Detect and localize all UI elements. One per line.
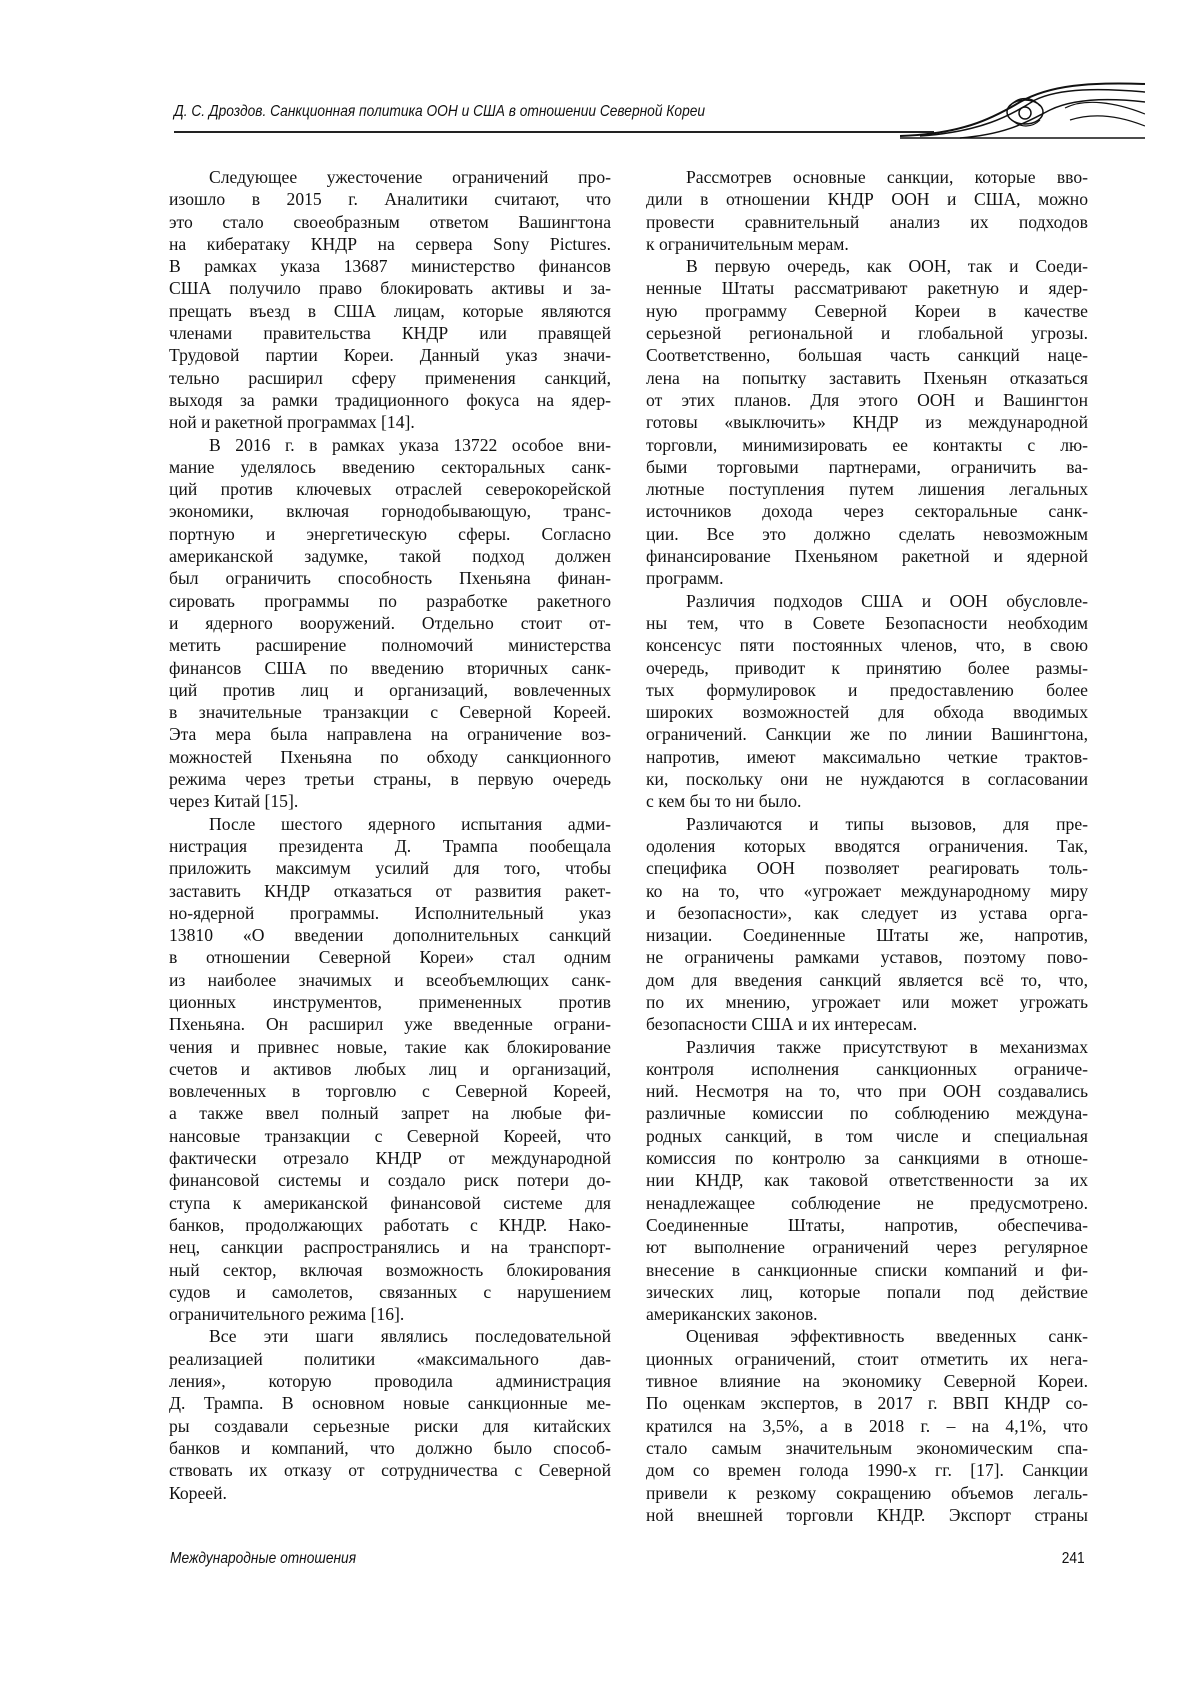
text-line: не ограничены рамками уставов, поэтому пово- <box>646 946 1088 968</box>
text-line: банков и компаний, что должно было способ- <box>169 1437 611 1459</box>
text-line: После шестого ядерного испытания адми- <box>169 813 611 835</box>
paragraph <box>169 166 611 434</box>
text-line: зических лиц, которые попали под действие <box>646 1281 1088 1303</box>
text-line: программ. <box>646 567 1088 589</box>
text-line: портную и энергетическую сферы. Согласно <box>169 523 611 545</box>
text-line: контроля исполнения санкционных ограниче- <box>646 1058 1088 1080</box>
text-line: лена на попытку заставить Пхеньян отказаться <box>646 367 1088 389</box>
text-line: выходя за рамки традиционного фокуса на ядер- <box>169 389 611 411</box>
text-line: одоления которых вводятся ограничения. Так, <box>646 835 1088 857</box>
text-line: кратился на 3,5%, а в 2018 г. – на 4,1%, что <box>646 1415 1088 1437</box>
text-line: нистрация президента Д. Трампа пообещала <box>169 835 611 857</box>
text-line: и ядерного вооружений. Отдельно стоит от- <box>169 612 611 634</box>
text-line: Эта мера была направлена на ограничение воз- <box>169 723 611 745</box>
text-line: приложить максимум усилий для того, чтобы <box>169 857 611 879</box>
text-line: с кем бы то ни было. <box>646 790 1088 812</box>
text-line: различные комиссии по соблюдению междуна- <box>646 1102 1088 1124</box>
text-line: можностей Пхеньяна по обходу санкционного <box>169 746 611 768</box>
text-line: лютные поступления путем лишения легальных <box>646 478 1088 500</box>
text-line: Соединенные Штаты, напротив, обеспечива- <box>646 1214 1088 1236</box>
text-line: прещать въезд в США лицам, которые являются <box>169 300 611 322</box>
text-line: консенсус пяти постоянных членов, что, в свою <box>646 634 1088 656</box>
text-line: ной и ракетной программах [14]. <box>169 411 611 433</box>
running-header: Д. С. Дроздов. Санкционная политика ООН и США в отношении Северной Кореи <box>174 103 705 121</box>
text-line: в отношении Северной Кореи» стал одним <box>169 946 611 968</box>
text-line: дили в отношении КНДР ООН и США, можно <box>646 188 1088 210</box>
paragraph <box>646 166 1088 255</box>
text-line: ную программу Северной Кореи в качестве <box>646 300 1088 322</box>
text-line: Все эти шаги являлись последовательной <box>169 1325 611 1347</box>
text-line: ционных инструментов, примененных против <box>169 991 611 1013</box>
text-line: по их мнению, угрожает или может угрожать <box>646 991 1088 1013</box>
text-line: тивное влияние на экономику Северной Кореи. <box>646 1370 1088 1392</box>
text-line: По оценкам экспертов, в 2017 г. ВВП КНДР со- <box>646 1392 1088 1414</box>
text-line: ограничений. Санкции же по линии Вашингтона, <box>646 723 1088 745</box>
text-line: изошло в 2015 г. Аналитики считают, что <box>169 188 611 210</box>
text-line: низации. Соединенные Штаты же, напротив, <box>646 924 1088 946</box>
text-line: ной внешней торговли КНДР. Экспорт страны <box>646 1504 1088 1526</box>
text-line: быми торговыми партнерами, ограничить ва- <box>646 456 1088 478</box>
text-line: от этих планов. Для этого ООН и Вашингтон <box>646 389 1088 411</box>
text-line: Различия подходов США и ООН обусловле- <box>646 590 1088 612</box>
text-line: ствовать их отказу от сотрудничества с Северной <box>169 1459 611 1481</box>
text-line: судов и самолетов, связанных с нарушением <box>169 1281 611 1303</box>
text-line: Рассмотрев основные санкции, которые вво- <box>646 166 1088 188</box>
text-line: серьезной региональной и глобальной угрозы. <box>646 322 1088 344</box>
text-line: вовлеченных в торговлю с Северной Кореей, <box>169 1080 611 1102</box>
text-line: родных санкций, в том числе и специальная <box>646 1125 1088 1147</box>
text-line: внесение в санкционные списки компаний и фи- <box>646 1259 1088 1281</box>
text-line: ный сектор, включая возможность блокирования <box>169 1259 611 1281</box>
text-line: ненные Штаты рассматривают ракетную и ядер- <box>646 277 1088 299</box>
text-line: Трудовой партии Кореи. Данный указ значи- <box>169 344 611 366</box>
text-line: нансовые транзакции с Северной Кореей, что <box>169 1125 611 1147</box>
text-line: ненадлежащее соблюдение не предусмотрено. <box>646 1192 1088 1214</box>
text-line: на кибератаку КНДР на сервера Sony Pictures. <box>169 233 611 255</box>
text-line: Различаются и типы вызовов, для пре- <box>646 813 1088 835</box>
text-line: ления», которую проводила администрация <box>169 1370 611 1392</box>
text-line: широких возможностей для обхода вводимых <box>646 701 1088 723</box>
right-column <box>646 166 1088 1526</box>
paragraph <box>169 434 611 813</box>
text-line: а также ввел полный запрет на любые фи- <box>169 1102 611 1124</box>
text-line: но-ядерной программы. Исполнительный указ <box>169 902 611 924</box>
text-line: Д. Трампа. В основном новые санкционные ме- <box>169 1392 611 1414</box>
text-line: американской задумке, такой подход должен <box>169 545 611 567</box>
text-line: ют выполнение ограничений через регулярное <box>646 1236 1088 1258</box>
text-line: провести сравнительный анализ их подходов <box>646 211 1088 233</box>
text-line: комиссия по контролю за санкциями в отноше- <box>646 1147 1088 1169</box>
text-line: финансовой системы и создало риск потери до- <box>169 1169 611 1191</box>
text-line: тельно расширил сферу применения санкций, <box>169 367 611 389</box>
text-line: членами правительства КНДР или правящей <box>169 322 611 344</box>
text-line: финансов США по введению вторичных санк- <box>169 657 611 679</box>
text-line: В первую очередь, как ООН, так и Соеди- <box>646 255 1088 277</box>
page-number: 241 <box>1062 1550 1085 1568</box>
text-line: это стало своеобразным ответом Вашингтона <box>169 211 611 233</box>
text-line: 13810 «О введении дополнительных санкций <box>169 924 611 946</box>
text-line: ции. Все это должно сделать невозможным <box>646 523 1088 545</box>
footer-journal-title: Международные отношения <box>170 1550 356 1568</box>
text-line: стало самым значительным экономическим спа- <box>646 1437 1088 1459</box>
text-line: торговли, минимизировать ее контакты с лю- <box>646 434 1088 456</box>
text-line: банков, продолжающих работать с КНДР. Нако- <box>169 1214 611 1236</box>
text-line: нец, санкции распространялись и на транспорт- <box>169 1236 611 1258</box>
text-line: США получило право блокировать активы и за- <box>169 277 611 299</box>
text-line: из наиболее значимых и всеобъемлющих санк- <box>169 969 611 991</box>
text-line: ступа к американской финансовой системе для <box>169 1192 611 1214</box>
text-line: ры создавали серьезные риски для китайских <box>169 1415 611 1437</box>
text-line: экономики, включая горнодобывающую, транс- <box>169 500 611 522</box>
text-line: привели к резкому сокращению объемов легаль- <box>646 1482 1088 1504</box>
text-line: заставить КНДР отказаться от развития ракет- <box>169 880 611 902</box>
text-line: ограничительного режима [16]. <box>169 1303 611 1325</box>
text-line: очередь, приводит к принятию более размы- <box>646 657 1088 679</box>
paragraph <box>646 1325 1088 1526</box>
text-line: ний. Несмотря на то, что при ООН создавались <box>646 1080 1088 1102</box>
text-line: фактически отрезало КНДР от международной <box>169 1147 611 1169</box>
text-line: режима через третьи страны, в первую очередь <box>169 768 611 790</box>
left-column <box>169 166 611 1504</box>
text-line: счетов и активов любых лиц и организаций, <box>169 1058 611 1080</box>
text-line: дом со времен голода 1990-х гг. [17]. Санкции <box>646 1459 1088 1481</box>
text-line: через Китай [15]. <box>169 790 611 812</box>
text-line: В рамках указа 13687 министерство финансов <box>169 255 611 277</box>
paragraph <box>646 1036 1088 1326</box>
text-line: источников дохода через секторальные санк- <box>646 500 1088 522</box>
text-line: Пхеньяна. Он расширил уже введенные ограни- <box>169 1013 611 1035</box>
text-line: нии КНДР, как таковой ответственности за их <box>646 1169 1088 1191</box>
paragraph <box>169 1325 611 1503</box>
text-line: в значительные транзакции с Северной Кореей. <box>169 701 611 723</box>
text-line: и безопасности», как следует из устава орга- <box>646 902 1088 924</box>
text-line: специфика ООН позволяет реагировать толь- <box>646 857 1088 879</box>
text-line: сировать программы по разработке ракетного <box>169 590 611 612</box>
text-line: ций против ключевых отраслей северокорейской <box>169 478 611 500</box>
text-line: Кореей. <box>169 1482 611 1504</box>
text-line: напротив, имеют максимально четкие трактов- <box>646 746 1088 768</box>
paragraph <box>646 813 1088 1036</box>
text-line: Следующее ужесточение ограничений про- <box>169 166 611 188</box>
text-line: ны тем, что в Совете Безопасности необходим <box>646 612 1088 634</box>
text-line: Оценивая эффективность введенных санк- <box>646 1325 1088 1347</box>
paragraph <box>646 255 1088 589</box>
text-line: ционных ограничений, стоит отметить их нега- <box>646 1348 1088 1370</box>
paragraph <box>169 813 611 1326</box>
text-line: Различия также присутствуют в механизмах <box>646 1036 1088 1058</box>
text-line: дом для введения санкций является всё то, что, <box>646 969 1088 991</box>
text-line: В 2016 г. в рамках указа 13722 особое вни- <box>169 434 611 456</box>
text-line: чения и привнес новые, такие как блокирование <box>169 1036 611 1058</box>
text-line: реализацией политики «максимального дав- <box>169 1348 611 1370</box>
text-line: мание уделялось введению секторальных санк- <box>169 456 611 478</box>
header-divider <box>174 131 934 133</box>
text-line: готовы «выключить» КНДР из международной <box>646 411 1088 433</box>
text-line: финансирование Пхеньяном ракетной и ядерной <box>646 545 1088 567</box>
text-line: метить расширение полномочий министерства <box>169 634 611 656</box>
text-line: к ограничительным мерам. <box>646 233 1088 255</box>
text-line: был ограничить способность Пхеньяна финан- <box>169 567 611 589</box>
text-line: ки, поскольку они не нуждаются в согласовании <box>646 768 1088 790</box>
text-line: тых формулировок и предоставлению более <box>646 679 1088 701</box>
text-line: американских законов. <box>646 1303 1088 1325</box>
text-line: ций против лиц и организаций, вовлеченных <box>169 679 611 701</box>
text-line: безопасности США и их интересам. <box>646 1013 1088 1035</box>
ornament-icon <box>900 80 1145 142</box>
paragraph <box>646 590 1088 813</box>
text-line: Соответственно, большая часть санкций наце- <box>646 344 1088 366</box>
text-line: ко на то, что «угрожает международному миру <box>646 880 1088 902</box>
